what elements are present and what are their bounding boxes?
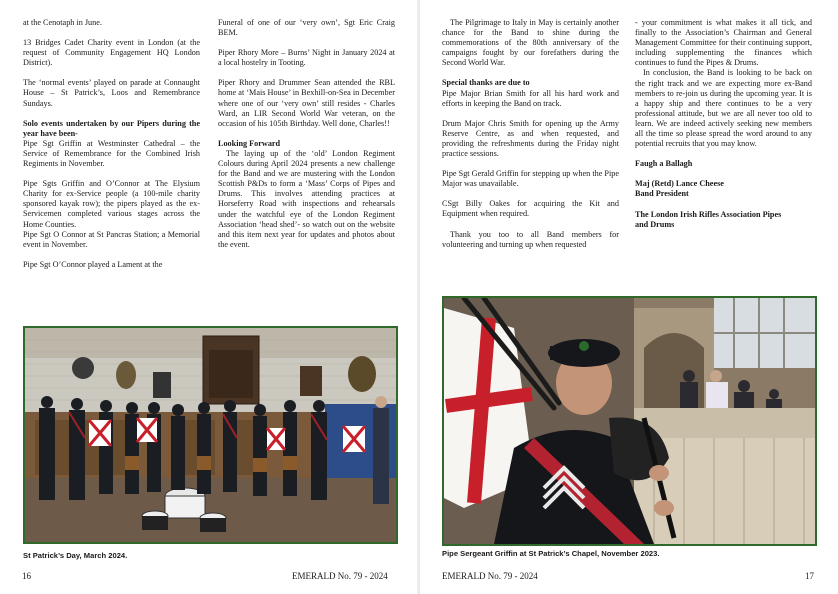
page-number: 16 <box>22 571 31 581</box>
paragraph: Piper Rhory More – Burns’ Night in January 2024 at a local hostelry in Tooting. <box>218 48 395 68</box>
paragraph: The laying up of the ‘old’ London Regiment Colours during April 2024 presents a new challenge for the Band and we are mustering with the London Scottish P&Ds to form a ‘Mass’ Corps of Pipes and Drums. This involves attending practices at Horseferry Road with inspections and rehearsals under the watchful eye of the London Regiment Association ‘head shed’- so watch out on the website and this item next year for updates and photos about the event. <box>218 148 395 249</box>
paragraph: The ‘normal events’ played on parade at Connaught House – St Patrick’s, Loos and Remembrance Sundays. <box>23 78 200 108</box>
signoff: Faugh a Ballagh <box>635 159 693 169</box>
paragraph: Pipe Sgt Gerald Griffin for stepping up when the Pipe Major was unavailable. <box>442 169 619 189</box>
paragraph: 13 Bridges Cadet Charity event in London (at the request of Community Engagement HQ London District). <box>23 38 200 68</box>
band-group-photo <box>23 326 398 544</box>
photo-caption: Pipe Sergeant Griffin at St Patrick’s Chapel, November 2023. <box>442 549 660 558</box>
organisation-line-2: and Drums <box>635 219 675 229</box>
signer-role: Band President <box>635 189 689 199</box>
section-heading: Looking Forward <box>218 138 281 148</box>
organisation-line-1: The London Irish Rifles Association Pipes <box>635 209 782 219</box>
paragraph: The Pilgrimage to Italy in May is certainly another chance for the Band to shine during the commemorations of the 80th anniversary of the campaigns fought by our forefathers during the Second World War. <box>442 18 619 68</box>
section-heading: Solo events undertaken by our Pipers during the year have been- <box>23 118 200 138</box>
section-heading: Special thanks are due to <box>442 78 530 88</box>
paragraph: Drum Major Chris Smith for opening up the Army Reserve Centre, as and when requested, and providing the refreshments during the Friday night practice sessions. <box>442 118 619 159</box>
right-column-1 <box>442 18 619 260</box>
paragraph: Thank you too to all Band members for volunteering and turning up when requested <box>442 229 619 249</box>
piper-photo <box>442 296 817 546</box>
page-number: 17 <box>805 571 814 581</box>
paragraph: Funeral of one of our ‘very own’, Sgt Eric Craig BEM. <box>218 18 395 38</box>
paragraph: CSgt Billy Oakes for acquiring the Kit and Equipment when required. <box>442 199 619 219</box>
publication-title: EMERALD No. 79 - 2024 <box>292 571 388 581</box>
photo-caption: St Patrick’s Day, March 2024. <box>23 551 128 560</box>
paragraph: Piper Rhory and Drummer Sean attended the RBL home at ‘Mais House’ in Bexhill-on-Sea in December where one of our ‘very own’ still resides - Charles Ward, an LIR Second World War veteran, on the occasion of his 105th Birthday. Well done, Charles!! <box>218 78 395 128</box>
paragraph: In conclusion, the Band is looking to be back on the right track and we are expecting more ex-Band members to re-join us during the upcoming year. It is a happy ship and there continues to be a very professional attitude, but we are all never too old to learn. We are indeed actively seeking new members all the time so please spread the word around to any potential recruits that you may know. <box>635 68 812 149</box>
paragraph: - your commitment is what makes it all tick, and finally to the Association’s Chairman and General Management Committee for their continuing support, including supplementing the finances which continues to fund the Pipes & Drums. <box>635 18 812 68</box>
paragraph: Pipe Major Brian Smith for all his hard work and efforts in keeping the Band on track. <box>442 88 619 108</box>
signer-name: Maj (Retd) Lance Cheese <box>635 179 724 189</box>
paragraph: Pipe Sgt Griffin at Westminster Cathedral – the Service of Remembrance for the Combined Irish Regiments in November. <box>23 138 200 169</box>
paragraph: at the Cenotaph in June. <box>23 18 102 27</box>
paragraph: Pipe Sgts Griffin and O’Connor at The Elysium Charity for ex-Service people (a 100-mile charity sponsored kayak row); the pipers played as the ex-Servicemen completed various stages across the Home Counties. <box>23 179 200 229</box>
paragraph: Pipe Sgt O’Connor played a Lament at the <box>23 259 163 269</box>
left-column-2 <box>218 18 395 260</box>
paragraph: Pipe Sgt O Connor at St Pancras Station; a Memorial event in November. <box>23 229 200 249</box>
right-page <box>420 0 838 594</box>
publication-title: EMERALD No. 79 - 2024 <box>442 571 538 581</box>
right-column-2 <box>635 18 812 240</box>
left-column-1 <box>23 18 200 280</box>
left-page <box>0 0 418 594</box>
